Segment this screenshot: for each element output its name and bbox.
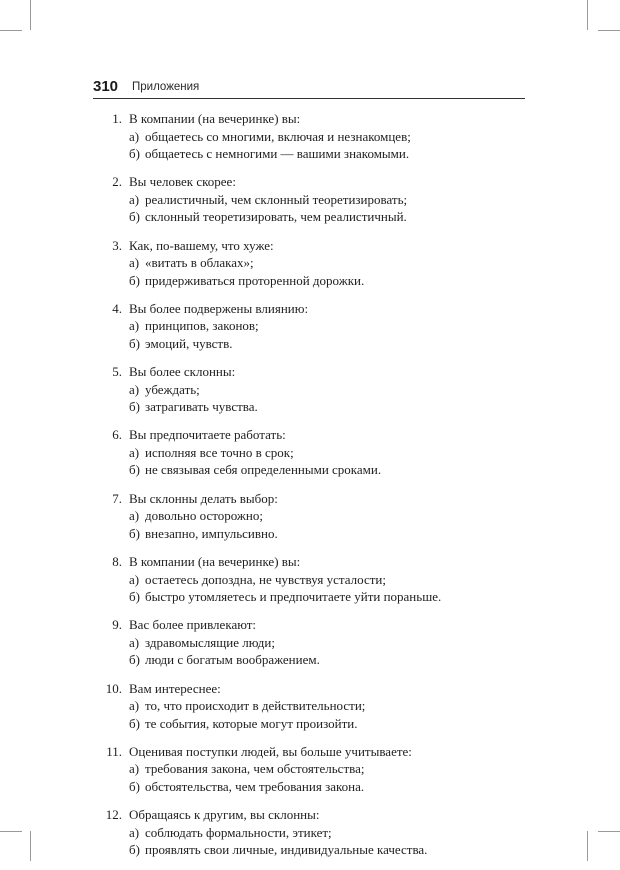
answer-option-a: [129, 128, 540, 146]
option-letter: а): [129, 255, 140, 271]
answer-option-a: [129, 824, 540, 842]
question-text: Вы более склонны:: [129, 364, 236, 380]
answer-option-b: [129, 651, 540, 669]
option-text: довольно осторожно;: [145, 508, 263, 524]
option-text: придерживаться проторенной дорожки.: [145, 272, 365, 288]
questionnaire-list: [100, 110, 540, 870]
option-letter: б): [129, 462, 140, 478]
question-number: 5.: [112, 364, 122, 380]
question-item: [100, 110, 540, 163]
option-text: затрагивать чувства.: [145, 399, 258, 415]
answer-option-b: [129, 841, 540, 859]
option-letter: б): [129, 652, 140, 668]
question-number: 4.: [112, 300, 122, 316]
question-item: [100, 363, 540, 416]
option-text: здравомыслящие люди;: [145, 634, 275, 650]
answer-option-a: [129, 381, 540, 399]
question-item: [100, 300, 540, 353]
answer-option-b: [129, 461, 540, 479]
answer-option-b: [129, 588, 540, 606]
question-item: [100, 490, 540, 543]
crop-mark: [0, 30, 22, 31]
crop-mark: [30, 0, 31, 30]
question-number: 10.: [105, 680, 122, 696]
answer-option-a: [129, 191, 540, 209]
option-text: соблюдать формальности, этикет;: [145, 824, 332, 840]
question-text: Обращаясь к другим, вы склонны:: [129, 807, 320, 823]
question-text: Вам интереснее:: [129, 680, 221, 696]
answer-option-b: [129, 398, 540, 416]
answer-option-a: [129, 507, 540, 525]
option-text: не связывая себя определенными сроками.: [145, 462, 382, 478]
option-letter: а): [129, 698, 140, 714]
option-letter: а): [129, 824, 140, 840]
question-number: 1.: [112, 111, 122, 126]
crop-mark: [587, 831, 588, 861]
option-text: общаетесь с немногими — вашими знакомыми.: [145, 146, 410, 161]
question-text: В компании (на вечеринке) вы:: [129, 111, 301, 126]
page-header: [93, 78, 525, 99]
answer-option-a: [129, 317, 540, 335]
question-item: [100, 680, 540, 733]
option-letter: а): [129, 191, 140, 207]
option-letter: б): [129, 589, 140, 605]
question-text: Как, по-вашему, что хуже:: [129, 237, 274, 253]
question-item: [100, 806, 540, 859]
crop-mark: [598, 831, 620, 832]
option-letter: а): [129, 634, 140, 650]
question-number: 2.: [112, 174, 122, 190]
option-text: быстро утомляетесь и предпочитаете уйти пораньше.: [145, 589, 442, 605]
question-number: 9.: [112, 617, 122, 633]
option-letter: б): [129, 715, 140, 731]
answer-option-b: [129, 778, 540, 796]
option-text: то, что происходит в действительности;: [145, 698, 366, 714]
option-text: требования закона, чем обстоятельства;: [145, 761, 365, 777]
option-letter: б): [129, 272, 140, 288]
option-text: внезапно, импульсивно.: [145, 525, 278, 541]
option-text: эмоций, чувств.: [145, 335, 233, 351]
answer-option-a: [129, 697, 540, 715]
answer-option-b: [129, 272, 540, 290]
question-number: 8.: [112, 554, 122, 570]
option-letter: а): [129, 508, 140, 524]
option-text: те события, которые могут произойти.: [145, 715, 358, 731]
crop-mark: [30, 831, 31, 861]
answer-option-b: [129, 335, 540, 353]
option-letter: а): [129, 571, 140, 587]
question-number: 12.: [105, 807, 122, 823]
question-text: Вы предпочитаете работать:: [129, 427, 286, 443]
option-text: проявлять свои личные, индивидуальные качества.: [145, 842, 428, 858]
question-text: Оценивая поступки людей, вы больше учитываете:: [129, 743, 412, 759]
option-text: люди с богатым воображением.: [145, 652, 320, 668]
option-letter: а): [129, 128, 140, 144]
answer-option-b: [129, 208, 540, 226]
running-head: Приложения: [132, 81, 200, 93]
option-letter: б): [129, 146, 140, 161]
option-letter: а): [129, 318, 140, 334]
page-number: 310: [93, 78, 119, 95]
question-text: Вас более привлекают:: [129, 617, 257, 633]
option-letter: а): [129, 761, 140, 777]
question-item: [100, 426, 540, 479]
question-item: [100, 173, 540, 226]
option-letter: б): [129, 335, 140, 351]
question-item: [100, 743, 540, 796]
crop-mark: [587, 0, 588, 30]
answer-option-b: [129, 525, 540, 543]
question-number: 7.: [112, 490, 122, 506]
option-letter: б): [129, 842, 140, 858]
option-text: убеждать;: [145, 381, 200, 397]
crop-mark: [0, 831, 22, 832]
option-letter: б): [129, 525, 140, 541]
option-text: реалистичный, чем склонный теоретизировать;: [145, 191, 408, 207]
option-text: «витать в облаках»;: [145, 255, 254, 271]
option-text: склонный теоретизировать, чем реалистичный.: [145, 209, 407, 225]
question-text: В компании (на вечеринке) вы:: [129, 554, 301, 570]
option-text: обстоятельства, чем требования закона.: [145, 778, 365, 794]
question-item: [100, 237, 540, 290]
answer-option-a: [129, 571, 540, 589]
option-letter: а): [129, 444, 140, 460]
option-text: общаетесь со многими, включая и незнакомцев;: [145, 128, 411, 144]
question-text: Вы человек скорее:: [129, 174, 236, 190]
option-letter: а): [129, 381, 140, 397]
crop-mark: [598, 30, 620, 31]
question-number: 11.: [106, 743, 122, 759]
option-letter: б): [129, 209, 140, 225]
question-text: Вы более подвержены влиянию:: [129, 300, 309, 316]
answer-option-a: [129, 254, 540, 272]
answer-option-a: [129, 444, 540, 462]
option-text: принципов, законов;: [145, 318, 259, 334]
answer-option-b: [129, 715, 540, 733]
answer-option-b: [129, 145, 540, 163]
answer-option-a: [129, 760, 540, 778]
option-letter: б): [129, 778, 140, 794]
question-item: [100, 553, 540, 606]
option-text: исполняя все точно в срок;: [145, 444, 294, 460]
question-number: 6.: [112, 427, 122, 443]
question-text: Вы склонны делать выбор:: [129, 490, 278, 506]
question-item: [100, 616, 540, 669]
answer-option-a: [129, 634, 540, 652]
question-number: 3.: [112, 237, 122, 253]
option-text: остаетесь допоздна, не чувствуя усталости;: [145, 571, 386, 587]
option-letter: б): [129, 399, 140, 415]
